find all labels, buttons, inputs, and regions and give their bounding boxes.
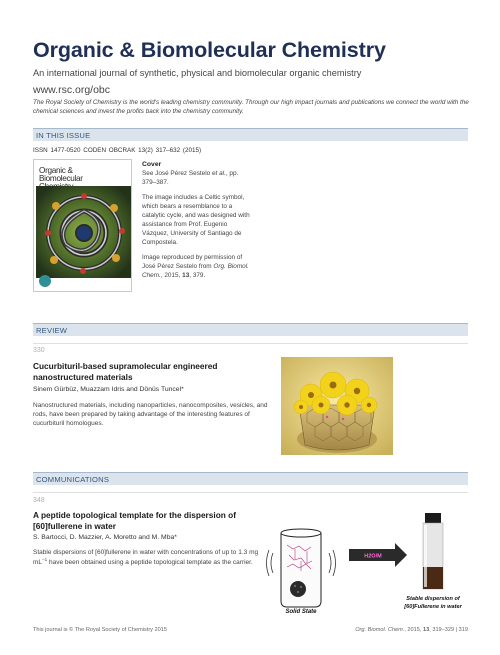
communication-authors: S. Bartocci, D. Mazzier, A. Moretto and M. Mba* (33, 534, 177, 541)
journal-title: Organic & Biomolecular Chemistry (33, 38, 386, 62)
issn-line: ISSN 1477-0520 CODEN OBCRAK 13(2) 317–632 (2015) (33, 147, 202, 154)
cover-thumbnail[interactable] (33, 159, 132, 292)
divider (33, 343, 468, 344)
rsc-blurb: The Royal Society of Chemistry is the world's leading chemistry community. Through our high impact journals and publications we connect the world with the chemical sciences and invest the profits back into the chemistry community. (33, 99, 469, 115)
communication-abstract: Stable dispersions of [60]fullerene in water with concentrations of up to 1.3 mg $mL^{-1}$ have been obtained using a peptide topological template as the carrier. (33, 549, 259, 567)
cover-see-prefix: See José Pérez Sestelo (142, 169, 212, 177)
communication-page-number[interactable]: 348 (33, 497, 45, 504)
review-title[interactable]: Cucurbituril-based supramolecular engineered nanostructured materials (33, 361, 218, 382)
journal-subtitle: An international journal of synthetic, physical and biomolecular organic chemistry (33, 68, 362, 78)
dispersion-label-1: Stable dispersion of (406, 596, 460, 602)
divider (33, 492, 468, 493)
review-bar (33, 323, 468, 336)
arrow-label: H2O/M (364, 553, 382, 560)
cover-see-pages: , pp. 379–387. (142, 169, 239, 186)
cover-label: Cover (142, 161, 162, 168)
cover-see-etal: et al. (211, 169, 226, 177)
footer-citation: Org. Biomol. Chem., 2015, 13, 319–329 | 319 (355, 627, 468, 633)
review-abstract: Nanostructured materials, including nanoparticles, nanocomposites, vesicles, and rods, have been prepared by taking advantage of the interesting features of cucurbituril homologues. (33, 402, 268, 428)
cover-celtic-art (36, 186, 131, 278)
solid-state-label: Solid State (285, 609, 317, 615)
cover-description: The image includes a Celtic symbol, which bears a resemblance to a catalytic cycle, and was designed with assistance from Prof. Eugenio Vázquez, University of Santiago de Compostela. (142, 194, 250, 246)
cover-thumbnail-title: Organic & Biomolecular (39, 166, 83, 183)
rsc-logo-icon (39, 275, 51, 287)
communications-bar (33, 472, 468, 485)
footer-copyright: This journal is © The Royal Society of Chemistry 2015 (33, 627, 167, 633)
review-graphic-flowers (281, 357, 393, 455)
review-heading: REVIEW (36, 326, 68, 335)
communications-heading: COMMUNICATIONS (36, 475, 110, 484)
communication-graphic (255, 505, 468, 615)
review-page-number[interactable]: 330 (33, 347, 45, 354)
review-authors: Sinem Gürbüz, Muazzam Idris and Dönüs Tuncel* (33, 386, 184, 393)
cover-description-block (142, 160, 252, 288)
journal-url[interactable]: www.rsc.org/obc (33, 84, 111, 96)
in-this-issue-heading: IN THIS ISSUE (36, 131, 91, 140)
dispersion-label-2: [60]Fullerene in water (404, 604, 462, 610)
communication-title[interactable]: A peptide topological template for the dispersion of [60]fullerene in water (33, 510, 236, 531)
in-this-issue-bar (33, 128, 468, 141)
cover-credit: Image reproduced by permission of José Pérez Sestelo from Org. Biomol. Chem., 2015, 13, 379. (142, 254, 249, 280)
